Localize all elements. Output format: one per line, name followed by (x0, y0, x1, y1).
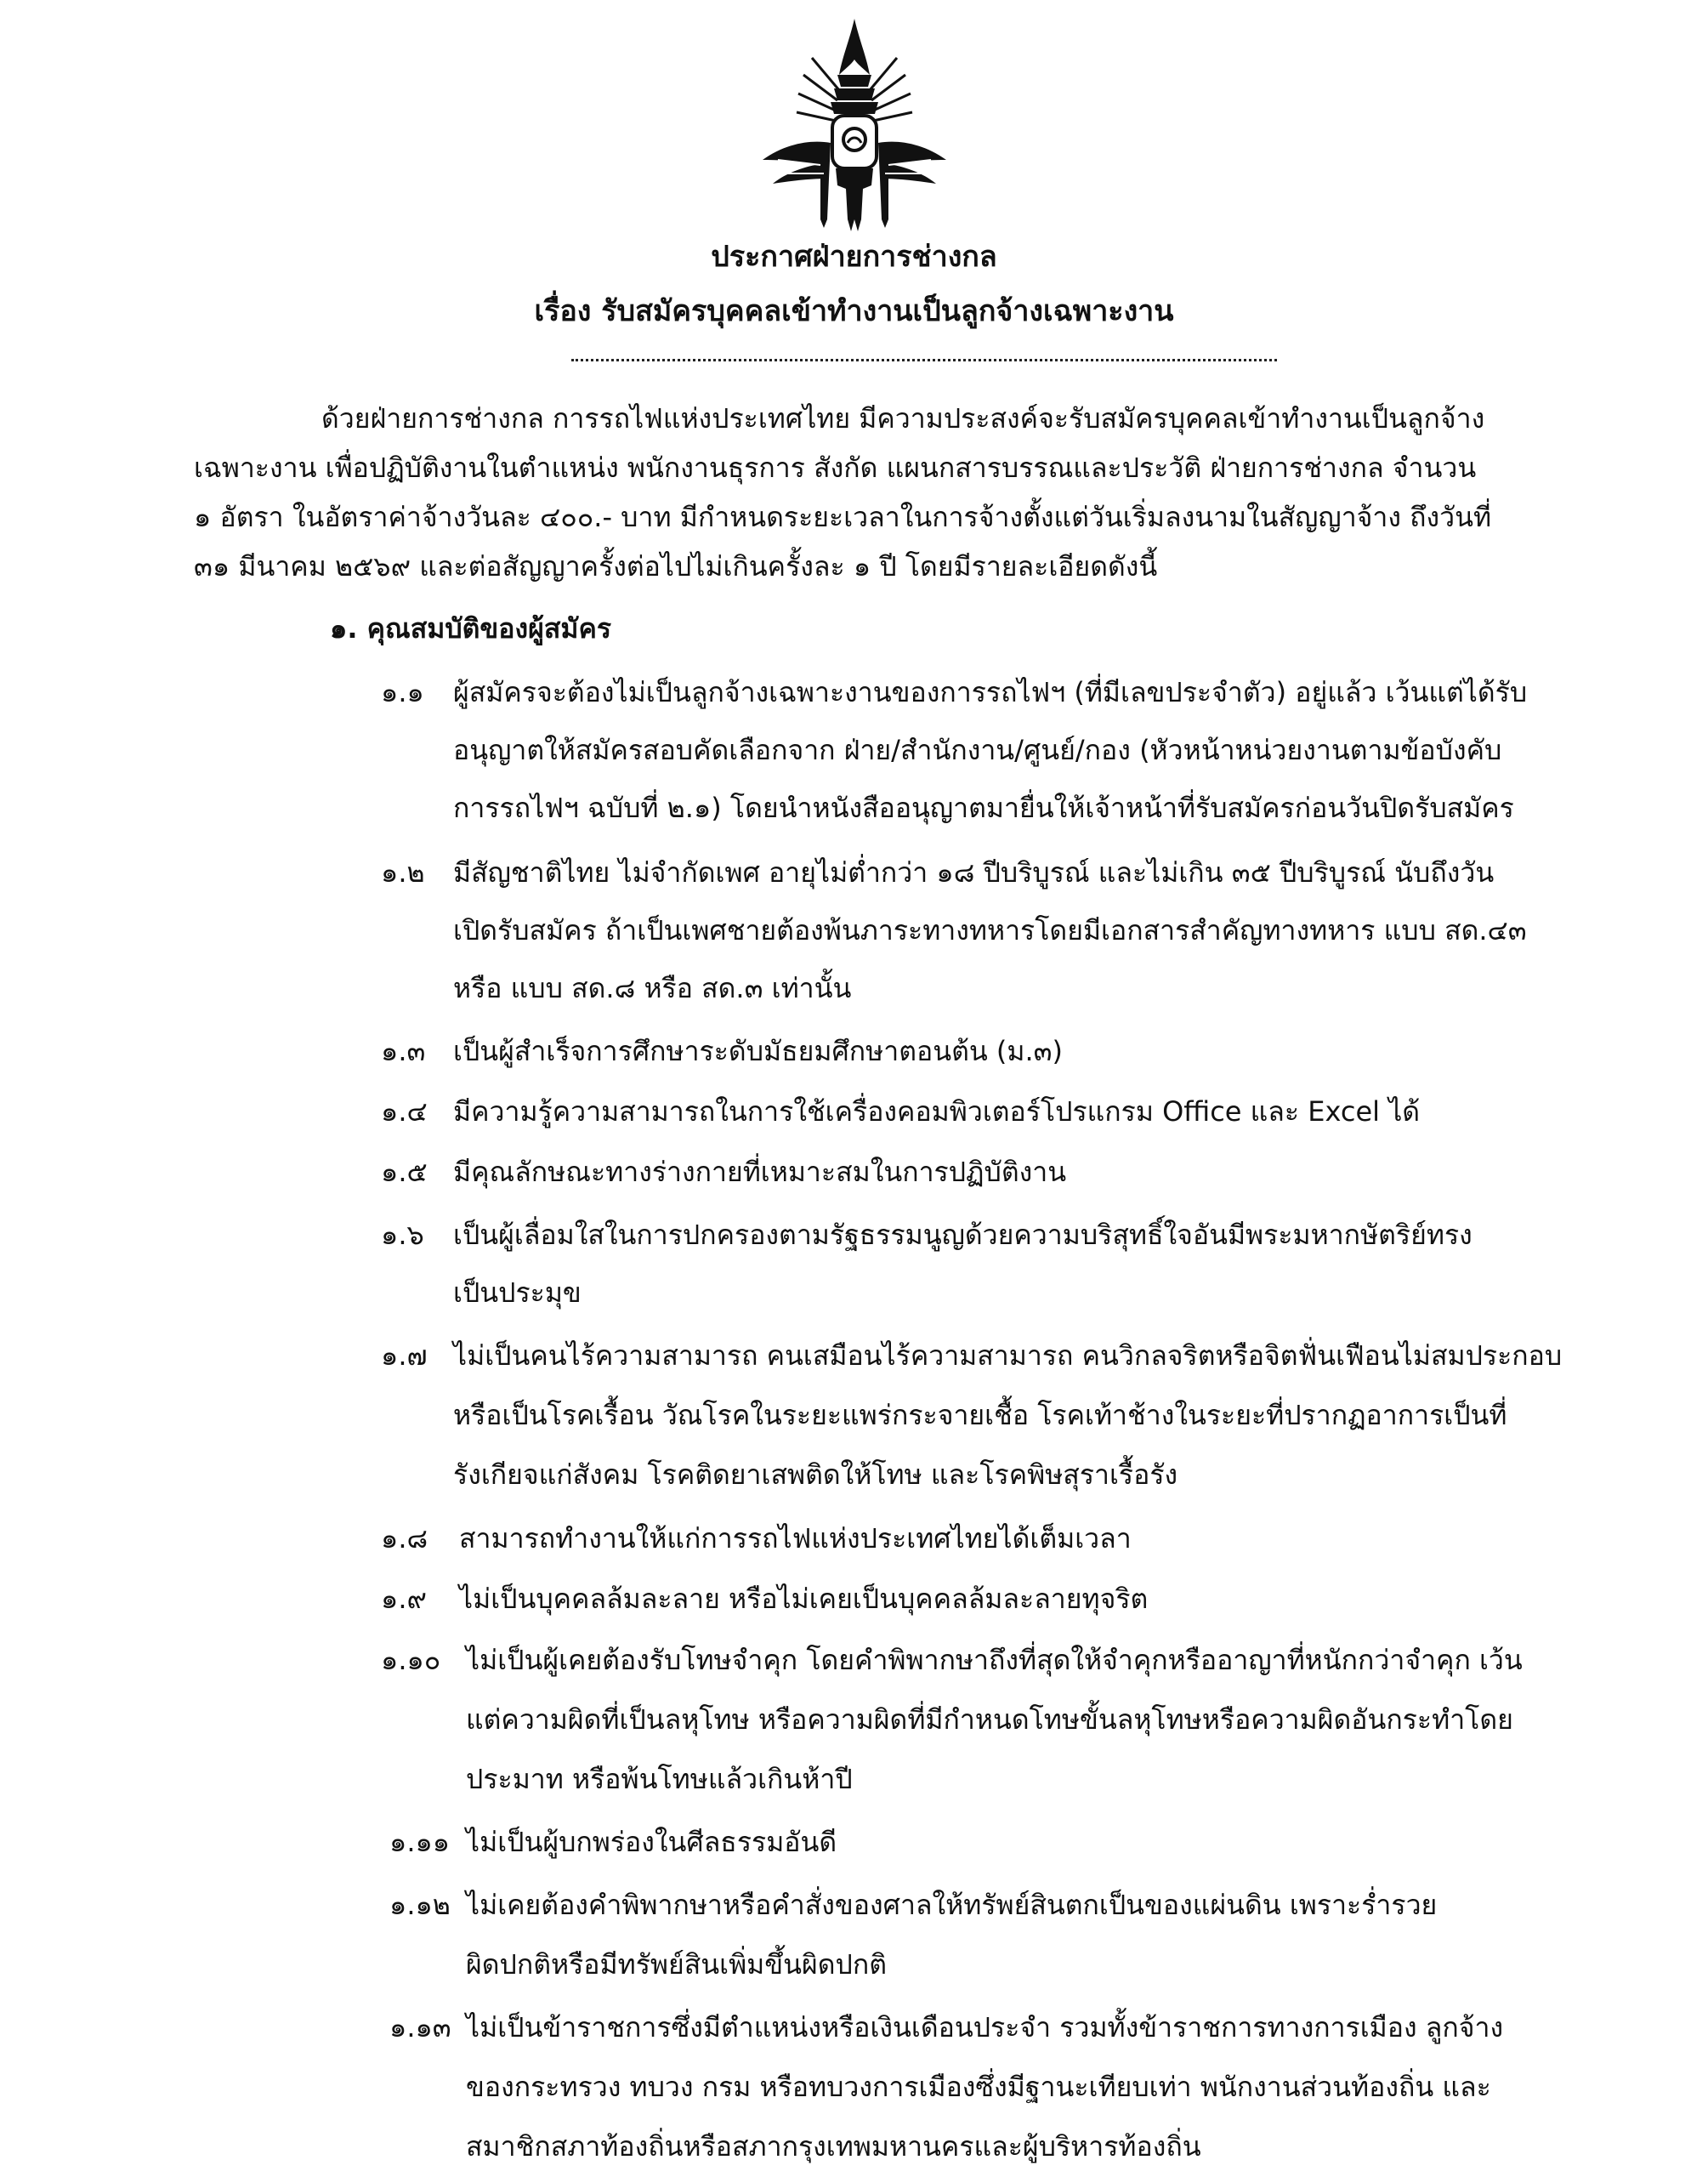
announcement-subject: เรื่อง รับสมัครบุคคลเข้าทำงานเป็นลูกจ้างเฉพาะงาน (534, 294, 1174, 328)
item-text-line: ไม่เป็นผู้เคยต้องรับโทษจำคุก โดยคำพิพากษาถึงที่สุดให้จำคุกหรืออาญาที่หนักกว่าจำคุก เว้น (466, 1644, 1523, 1676)
srt-emblem-icon (761, 15, 948, 232)
item-number: ๑.๘ (381, 1522, 428, 1555)
item-number: ๑.๑๒ (389, 1889, 451, 1921)
item-text-line: ไม่เป็นข้าราชการซึ่งมีตำแหน่งหรือเงินเดือนประจำ รวมทั้งข้าราชการทางการเมือง ลูกจ้าง (466, 2011, 1504, 2043)
intro-line-3: ๑ อัตรา ในอัตราค่าจ้างวันละ ๔๐๐.- บาท มีกำหนดระยะเวลาในการจ้างตั้งแต่วันเริ่มลงนามในสัญญาจ้าง ถึงวันที่ (194, 501, 1492, 533)
item-text-line: เปิดรับสมัคร ถ้าเป็นเพศชายต้องพ้นภาระทางทหารโดยมีเอกสารสำคัญทางทหาร แบบ สด.๔๓ (453, 914, 1527, 946)
item-number: ๑.๓ (381, 1035, 426, 1067)
item-text-line: อนุญาตให้สมัครสอบคัดเลือกจาก ฝ่าย/สำนักงาน/ศูนย์/กอง (หัวหน้าหน่วยงานตามข้อบังคับ (453, 734, 1502, 766)
intro-line-4: ๓๑ มีนาคม ๒๕๖๙ และต่อสัญญาครั้งต่อไปไม่เกินครั้งละ ๑ ปี โดยมีรายละเอียดดังนี้ (194, 550, 1158, 583)
item-text-line: สมาชิกสภาท้องถิ่นหรือสภากรุงเทพมหานครและผู้บริหารท้องถิ่น (466, 2130, 1201, 2163)
item-text-line: เป็นผู้สำเร็จการศึกษาระดับมัธยมศึกษาตอนต้น (ม.๓) (453, 1035, 1064, 1067)
item-number: ๑.๑๑ (389, 1826, 451, 1858)
announcement-title: ประกาศฝ่ายการช่างกล (711, 240, 997, 274)
item-number: ๑.๗ (381, 1339, 428, 1372)
section-heading: ๑. คุณสมบัติของผู้สมัคร (330, 612, 612, 645)
dotted-divider (571, 359, 1277, 361)
item-text-line: ประมาท หรือพ้นโทษแล้วเกินห้าปี (466, 1763, 853, 1795)
item-number: ๑.๕ (381, 1156, 428, 1188)
item-number: ๑.๑๐ (381, 1644, 441, 1676)
item-text-line: หรือเป็นโรคเรื้อน วัณโรคในระยะแพร่กระจายเชื้อ โรคเท้าช้างในระยะที่ปรากฏอาการเป็นที่ (453, 1399, 1507, 1431)
item-text-line: ไม่เคยต้องคำพิพากษาหรือคำสั่งของศาลให้ทรัพย์สินตกเป็นของแผ่นดิน เพราะร่ำรวย (466, 1889, 1438, 1921)
item-text-line: เป็นผู้เลื่อมใสในการปกครองตามรัฐธรรมนูญด้วยความบริสุทธิ์ใจอันมีพระมหากษัตริย์ทรง (453, 1219, 1473, 1251)
item-text-line: มีความรู้ความสามารถในการใช้เครื่องคอมพิวเตอร์โปรแกรม Office และ Excel ได้ (453, 1095, 1421, 1128)
item-text-line: ผู้สมัครจะต้องไม่เป็นลูกจ้างเฉพาะงานของการรถไฟฯ (ที่มีเลขประจำตัว) อยู่แล้ว เว้นแต่ได้รับ (453, 676, 1528, 708)
item-number: ๑.๑ (381, 676, 424, 708)
intro-line-1: ด้วยฝ่ายการช่างกล การรถไฟแห่งประเทศไทย มีความประสงค์จะรับสมัครบุคคลเข้าทำงานเป็นลูกจ้าง (321, 402, 1485, 435)
item-text-line: รังเกียจแก่สังคม โรคติดยาเสพติดให้โทษ และโรคพิษสุราเรื้อรัง (453, 1458, 1178, 1491)
item-text-line: ของกระทรวง ทบวง กรม หรือทบวงการเมืองซึ่งมีฐานะเทียบเท่า พนักงานส่วนท้องถิ่น และ (466, 2071, 1491, 2103)
item-number: ๑.๒ (381, 856, 425, 889)
item-text-line: ไม่เป็นบุคคลล้มละลาย หรือไม่เคยเป็นบุคคลล้มละลายทุจริต (459, 1583, 1149, 1615)
item-text-line: สามารถทำงานให้แก่การรถไฟแห่งประเทศไทยได้เต็มเวลา (459, 1522, 1132, 1555)
item-text-line: แต่ความผิดที่เป็นลหุโทษ หรือความผิดที่มีกำหนดโทษขั้นลหุโทษหรือความผิดอันกระทำโดย (466, 1703, 1513, 1736)
item-text-line: ไม่เป็นผู้บกพร่องในศีลธรรมอันดี (466, 1826, 837, 1858)
item-text-line: ไม่เป็นคนไร้ความสามารถ คนเสมือนไร้ความสามารถ คนวิกลจริตหรือจิตฟั่นเฟือนไม่สมประกอบ (453, 1339, 1563, 1372)
item-text-line: มีคุณลักษณะทางร่างกายที่เหมาะสมในการปฏิบัติงาน (453, 1156, 1067, 1188)
item-text-line: การรถไฟฯ ฉบับที่ ๒.๑) โดยนำหนังสืออนุญาตมายื่นให้เจ้าหน้าที่รับสมัครก่อนวันปิดรับสมัคร (453, 792, 1514, 824)
intro-line-2: เฉพาะงาน เพื่อปฏิบัติงานในตำแหน่ง พนักงานธุรการ สังกัด แผนกสารบรรณและประวัติ ฝ่ายการช่างกล จำนวน (194, 452, 1477, 484)
item-number: ๑.๖ (381, 1219, 424, 1251)
item-text-line: ผิดปกติหรือมีทรัพย์สินเพิ่มขึ้นผิดปกติ (466, 1948, 887, 1981)
item-number: ๑.๔ (381, 1095, 428, 1128)
item-number: ๑.๑๓ (389, 2011, 451, 2043)
item-text-line: เป็นประมุข (453, 1276, 582, 1309)
item-text-line: มีสัญชาติไทย ไม่จำกัดเพศ อายุไม่ต่ำกว่า ๑๘ ปีบริบูรณ์ และไม่เกิน ๓๕ ปีบริบูรณ์ นับถึงวัน (453, 856, 1495, 889)
item-text-line: หรือ แบบ สด.๘ หรือ สด.๓ เท่านั้น (453, 972, 852, 1004)
item-number: ๑.๙ (381, 1583, 427, 1615)
